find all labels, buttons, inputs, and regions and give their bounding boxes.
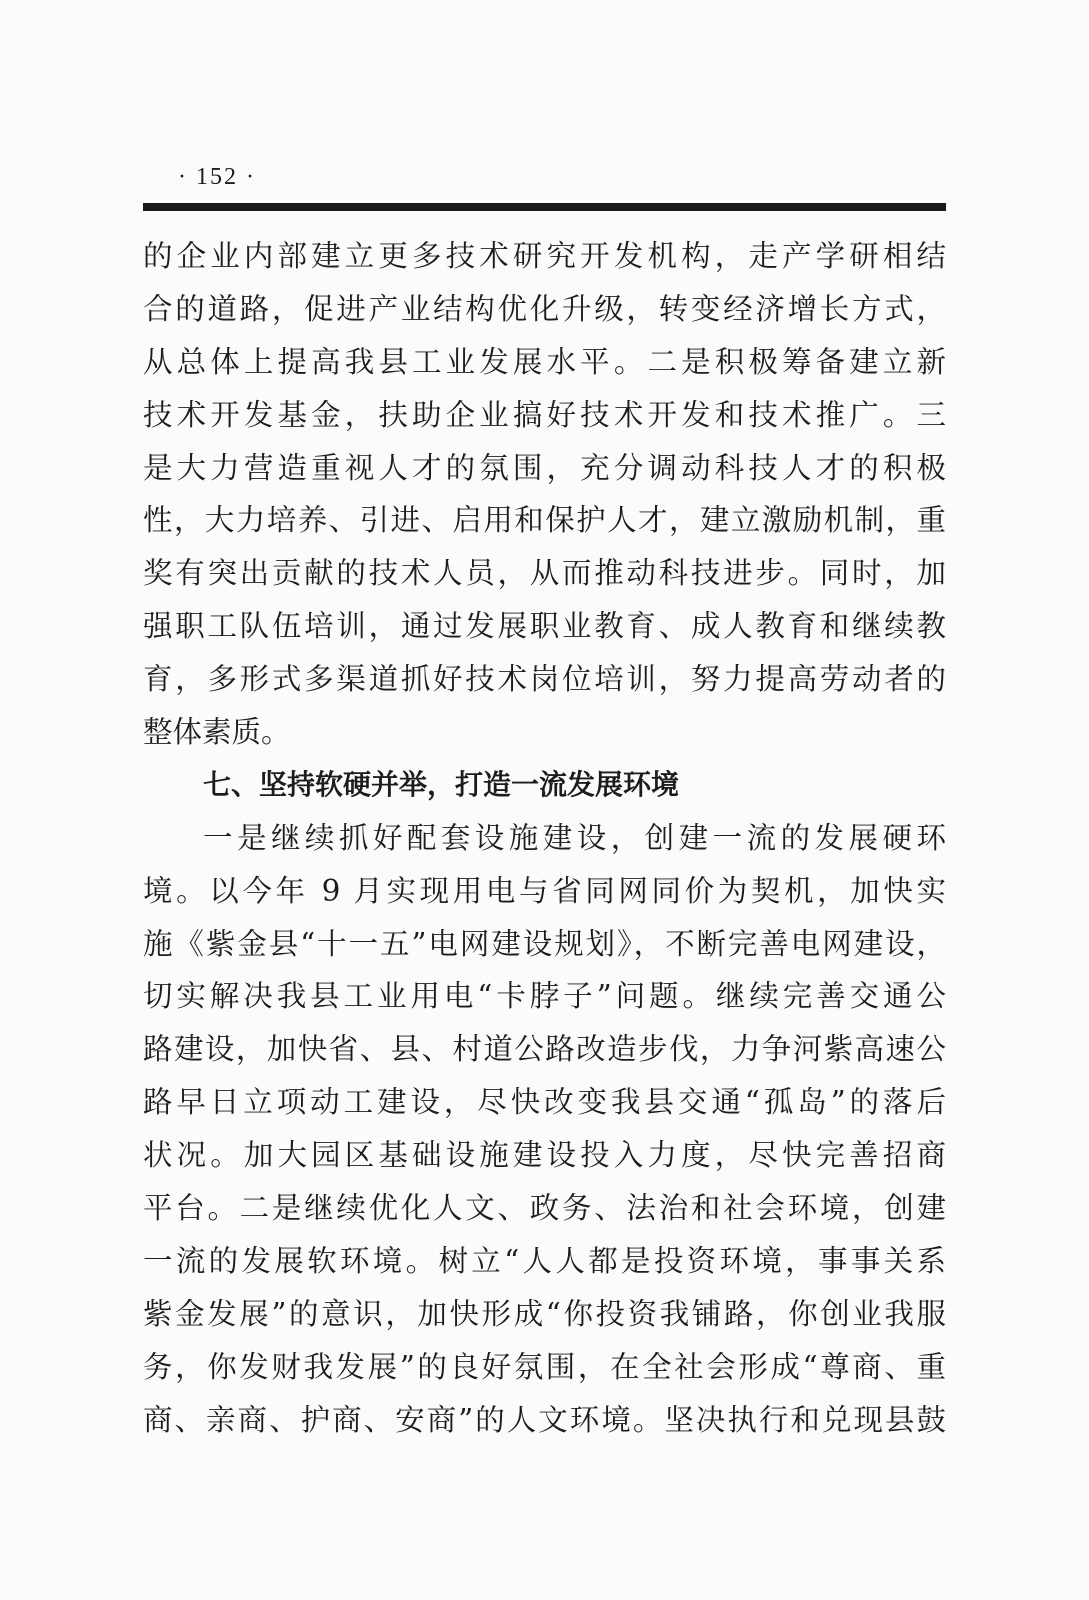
text-line: 务，你发财我发展”的良好氛围，在全社会形成“尊商、重 — [143, 1349, 946, 1384]
text-line: 状况。加大园区基础设施建设投入力度，尽快完善招商 — [143, 1138, 946, 1173]
text-line: 从总体上提高我县工业发展水平。二是积极筹备建立新 — [143, 344, 946, 379]
section-heading: 七、坚持软硬并举，打造一流发展环境 — [203, 767, 680, 801]
text-line: 路早日立项动工建设，尽快改变我县交通“孤岛”的落后 — [143, 1085, 946, 1120]
text-line: 技术开发基金，扶助企业搞好技术开发和技术推广。三 — [143, 397, 946, 432]
text-line: 合的道路，促进产业结构优化升级，转变经济增长方式， — [143, 291, 946, 326]
text-line: 是大力营造重视人才的氛围，充分调动科技人才的积极 — [143, 450, 946, 485]
text-line: 育，多形式多渠道抓好技术岗位培训，努力提高劳动者的 — [143, 662, 946, 697]
text-line: 奖有突出贡献的技术人员，从而推动科技进步。同时，加 — [143, 556, 946, 591]
text-line: 一流的发展软环境。树立“人人都是投资环境，事事关系 — [143, 1243, 946, 1278]
body-text — [143, 230, 946, 1446]
text-line: 商、亲商、护商、安商”的人文环境。坚决执行和兑现县鼓 — [143, 1402, 946, 1437]
page-number: · 152 · — [178, 164, 256, 190]
text-line: 施《紫金县“十一五”电网建设规划》，不断完善电网建设， — [143, 926, 946, 961]
header-rule — [143, 203, 946, 211]
text-line: 强职工队伍培训，通过发展职业教育、成人教育和继续教 — [143, 609, 946, 644]
text-line: 紫金发展”的意识，加快形成“你投资我铺路，你创业我服 — [143, 1296, 946, 1331]
text-line: 整体素质。 — [143, 715, 291, 750]
text-line: 的企业内部建立更多技术研究开发机构，走产学研相结 — [143, 239, 946, 273]
text-line: 一是继续抓好配套设施建设，创建一流的发展硬环 — [203, 820, 946, 855]
text-line: 切实解决我县工业用电“卡脖子”问题。继续完善交通公 — [143, 979, 946, 1014]
text-line: 性，大力培养、引进、启用和保护人才，建立激励机制，重 — [143, 503, 946, 538]
text-line: 路建设，加快省、县、村道公路改造步伐，力争河紫高速公 — [143, 1032, 946, 1067]
text-line: 境。以今年 9 月实现用电与省同网同价为契机，加快实 — [143, 873, 946, 908]
text-line: 平台。二是继续优化人文、政务、法治和社会环境，创建 — [143, 1191, 946, 1226]
